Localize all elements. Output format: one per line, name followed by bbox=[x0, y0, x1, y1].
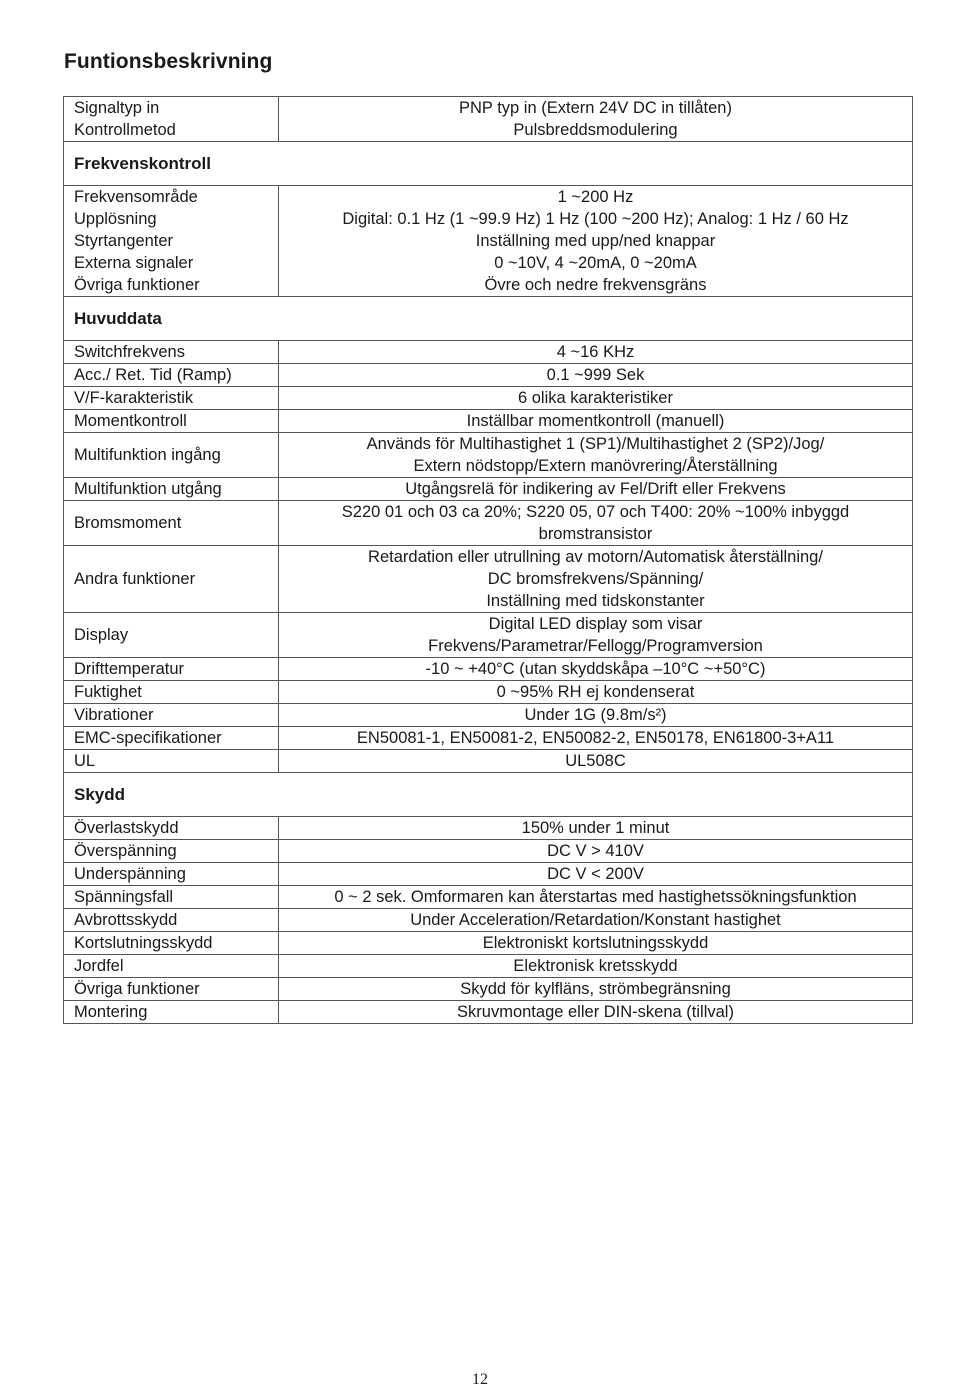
spec-label-cell bbox=[64, 886, 279, 908]
spec-row bbox=[64, 885, 912, 908]
spec-label: Signaltyp in bbox=[74, 99, 160, 117]
spec-value-cell bbox=[279, 817, 912, 839]
spec-label-cell bbox=[64, 658, 279, 680]
spec-value: Under Acceleration/Retardation/Konstant hastighet bbox=[410, 911, 781, 929]
spec-value-cell bbox=[279, 501, 912, 545]
spec-label: Acc./ Ret. Tid (Ramp) bbox=[74, 366, 232, 384]
spec-label: Momentkontroll bbox=[74, 412, 187, 430]
spec-label: Upplösning bbox=[74, 210, 157, 228]
spec-value-cell bbox=[279, 955, 912, 977]
spec-label-cell bbox=[64, 1001, 279, 1023]
spec-row bbox=[64, 749, 912, 772]
spec-value-cell bbox=[279, 978, 912, 1000]
spec-value: Inställning med upp/ned knappar bbox=[475, 232, 716, 250]
spec-row bbox=[64, 839, 912, 862]
spec-value: 0 ~ 2 sek. Omformaren kan återstartas med hastighetssökningsfunktion bbox=[334, 888, 857, 906]
spec-label-cell bbox=[64, 932, 279, 954]
spec-value-cell bbox=[279, 387, 912, 409]
spec-value-cell bbox=[279, 97, 912, 141]
spec-label-cell bbox=[64, 387, 279, 409]
spec-label: V/F-karakteristik bbox=[74, 389, 194, 407]
spec-label-cell bbox=[64, 727, 279, 749]
spec-row bbox=[64, 862, 912, 885]
spec-value: Elektroniskt kortslutningsskydd bbox=[482, 934, 709, 952]
spec-value: DC V > 410V bbox=[547, 842, 644, 860]
spec-label: Överlastskydd bbox=[74, 819, 179, 837]
spec-label: Överspänning bbox=[74, 842, 177, 860]
spec-row bbox=[64, 703, 912, 726]
spec-value-cell bbox=[279, 410, 912, 432]
spec-row bbox=[64, 363, 912, 386]
spec-value: bromstransistor bbox=[538, 525, 653, 543]
spec-value: Elektronisk kretsskydd bbox=[513, 957, 678, 975]
spec-value: Skruvmontage eller DIN-skena (tillval) bbox=[457, 1003, 734, 1021]
spec-label: EMC-specifikationer bbox=[74, 729, 222, 747]
spec-value-cell bbox=[279, 186, 912, 296]
spec-value-cell bbox=[279, 433, 912, 477]
spec-value-cell bbox=[279, 750, 912, 772]
spec-label: Underspänning bbox=[74, 865, 186, 883]
spec-row bbox=[64, 612, 912, 657]
spec-label-cell bbox=[64, 501, 279, 545]
spec-row bbox=[64, 409, 912, 432]
spec-label: Andra funktioner bbox=[74, 570, 196, 588]
section-header: Frekvenskontroll bbox=[74, 154, 211, 173]
spec-value-cell bbox=[279, 364, 912, 386]
spec-value: Skydd för kylfläns, strömbegränsning bbox=[460, 980, 731, 998]
spec-label: Bromsmoment bbox=[74, 514, 182, 532]
spec-value: EN50081-1, EN50081-2, EN50082-2, EN50178, EN61800-3+A11 bbox=[356, 729, 835, 747]
spec-label: Vibrationer bbox=[74, 706, 154, 724]
spec-value: DC V < 200V bbox=[547, 865, 644, 883]
spec-label-cell bbox=[64, 955, 279, 977]
spec-label-cell bbox=[64, 750, 279, 772]
spec-value-cell bbox=[279, 681, 912, 703]
spec-row bbox=[64, 432, 912, 477]
spec-value: Frekvens/Parametrar/Fellogg/Programversion bbox=[428, 637, 763, 655]
spec-value: Under 1G (9.8m/s²) bbox=[524, 706, 667, 724]
spec-value: 6 olika karakteristiker bbox=[518, 389, 673, 407]
spec-value-cell bbox=[279, 840, 912, 862]
spec-label: Multifunktion utgång bbox=[74, 480, 222, 498]
spec-value-cell bbox=[279, 727, 912, 749]
spec-value: Digital: 0.1 Hz (1 ~99.9 Hz) 1 Hz (100 ~200 Hz); Analog: 1 Hz / 60 Hz bbox=[342, 210, 849, 228]
spec-label-cell bbox=[64, 613, 279, 657]
spec-label: Display bbox=[74, 626, 129, 644]
spec-label-cell bbox=[64, 97, 279, 141]
spec-value-cell bbox=[279, 909, 912, 931]
spec-label: Fuktighet bbox=[74, 683, 142, 701]
spec-value: Digital LED display som visar bbox=[488, 615, 703, 633]
spec-value-cell bbox=[279, 546, 912, 612]
section-header-row bbox=[64, 772, 912, 816]
spec-row bbox=[64, 97, 912, 141]
spec-row bbox=[64, 908, 912, 931]
spec-value: 4 ~16 KHz bbox=[556, 343, 635, 361]
spec-value-cell bbox=[279, 1001, 912, 1023]
spec-value: 1 ~200 Hz bbox=[557, 188, 634, 206]
spec-label: Kortslutningsskydd bbox=[74, 934, 213, 952]
spec-label: UL bbox=[74, 752, 96, 770]
spec-label: Switchfrekvens bbox=[74, 343, 185, 361]
section-header: Huvuddata bbox=[74, 309, 162, 328]
spec-value-cell bbox=[279, 613, 912, 657]
spec-value: 150% under 1 minut bbox=[521, 819, 670, 837]
spec-value: S220 01 och 03 ca 20%; S220 05, 07 och T400: 20% ~100% inbyggd bbox=[341, 503, 850, 521]
spec-value-cell bbox=[279, 658, 912, 680]
spec-label-cell bbox=[64, 410, 279, 432]
spec-row bbox=[64, 185, 912, 296]
spec-row bbox=[64, 816, 912, 839]
spec-row bbox=[64, 954, 912, 977]
section-header-row bbox=[64, 141, 912, 185]
spec-value: 0.1 ~999 Sek bbox=[546, 366, 645, 384]
spec-label: Frekvensområde bbox=[74, 188, 198, 206]
spec-label-cell bbox=[64, 681, 279, 703]
spec-label-cell bbox=[64, 433, 279, 477]
spec-value-cell bbox=[279, 341, 912, 363]
spec-row bbox=[64, 931, 912, 954]
spec-value: -10 ~ +40°C (utan skyddskåpa –10°C ~+50°C) bbox=[425, 660, 766, 678]
spec-row bbox=[64, 726, 912, 749]
spec-value: Övre och nedre frekvensgräns bbox=[484, 276, 707, 294]
spec-value: 0 ~95% RH ej kondenserat bbox=[496, 683, 695, 701]
spec-label-cell bbox=[64, 704, 279, 726]
spec-value: 0 ~10V, 4 ~20mA, 0 ~20mA bbox=[494, 254, 697, 272]
spec-value: Extern nödstopp/Extern manövrering/Återställning bbox=[413, 457, 778, 475]
spec-value: PNP typ in (Extern 24V DC in tillåten) bbox=[459, 99, 732, 117]
spec-label: Montering bbox=[74, 1003, 148, 1021]
spec-label-cell bbox=[64, 341, 279, 363]
spec-label: Jordfel bbox=[74, 957, 124, 975]
spec-label-cell bbox=[64, 817, 279, 839]
spec-label: Drifttemperatur bbox=[74, 660, 185, 678]
spec-row bbox=[64, 680, 912, 703]
spec-row bbox=[64, 477, 912, 500]
spec-row bbox=[64, 657, 912, 680]
spec-label: Övriga funktioner bbox=[74, 276, 200, 294]
spec-value: Pulsbreddsmodulering bbox=[513, 121, 678, 139]
section-header-row bbox=[64, 296, 912, 340]
spec-label: Övriga funktioner bbox=[74, 980, 200, 998]
spec-value: Retardation eller utrullning av motorn/Automatisk återställning/ bbox=[368, 548, 823, 566]
page-number: 12 bbox=[472, 1371, 488, 1388]
spec-value-cell bbox=[279, 478, 912, 500]
spec-value: DC bromsfrekvens/Spänning/ bbox=[487, 570, 704, 588]
spec-value: Inställning med tidskonstanter bbox=[486, 592, 705, 610]
spec-label: Multifunktion ingång bbox=[74, 446, 221, 464]
section-header: Skydd bbox=[74, 785, 126, 804]
page-title: Funtionsbeskrivning bbox=[64, 50, 273, 73]
spec-label-cell bbox=[64, 909, 279, 931]
spec-row bbox=[64, 1000, 912, 1023]
spec-label-cell bbox=[64, 546, 279, 612]
spec-label: Spänningsfall bbox=[74, 888, 174, 906]
spec-value: Inställbar momentkontroll (manuell) bbox=[466, 412, 725, 430]
spec-value-cell bbox=[279, 863, 912, 885]
spec-label-cell bbox=[64, 186, 279, 296]
spec-label-cell bbox=[64, 364, 279, 386]
spec-label-cell bbox=[64, 978, 279, 1000]
spec-row bbox=[64, 340, 912, 363]
spec-row bbox=[64, 545, 912, 612]
spec-value: Används för Multihastighet 1 (SP1)/Multihastighet 2 (SP2)/Jog/ bbox=[366, 435, 825, 453]
spec-row bbox=[64, 500, 912, 545]
spec-value-cell bbox=[279, 886, 912, 908]
spec-label-cell bbox=[64, 478, 279, 500]
spec-value: UL508C bbox=[565, 752, 626, 770]
spec-label-cell bbox=[64, 863, 279, 885]
spec-value: Utgångsrelä för indikering av Fel/Drift eller Frekvens bbox=[405, 480, 786, 498]
spec-value-cell bbox=[279, 704, 912, 726]
spec-label: Styrtangenter bbox=[74, 232, 174, 250]
spec-label: Externa signaler bbox=[74, 254, 194, 272]
spec-table bbox=[63, 96, 913, 1024]
spec-label: Avbrottsskydd bbox=[74, 911, 178, 929]
spec-row bbox=[64, 977, 912, 1000]
spec-label: Kontrollmetod bbox=[74, 121, 176, 139]
spec-row bbox=[64, 386, 912, 409]
spec-value-cell bbox=[279, 932, 912, 954]
spec-label-cell bbox=[64, 840, 279, 862]
